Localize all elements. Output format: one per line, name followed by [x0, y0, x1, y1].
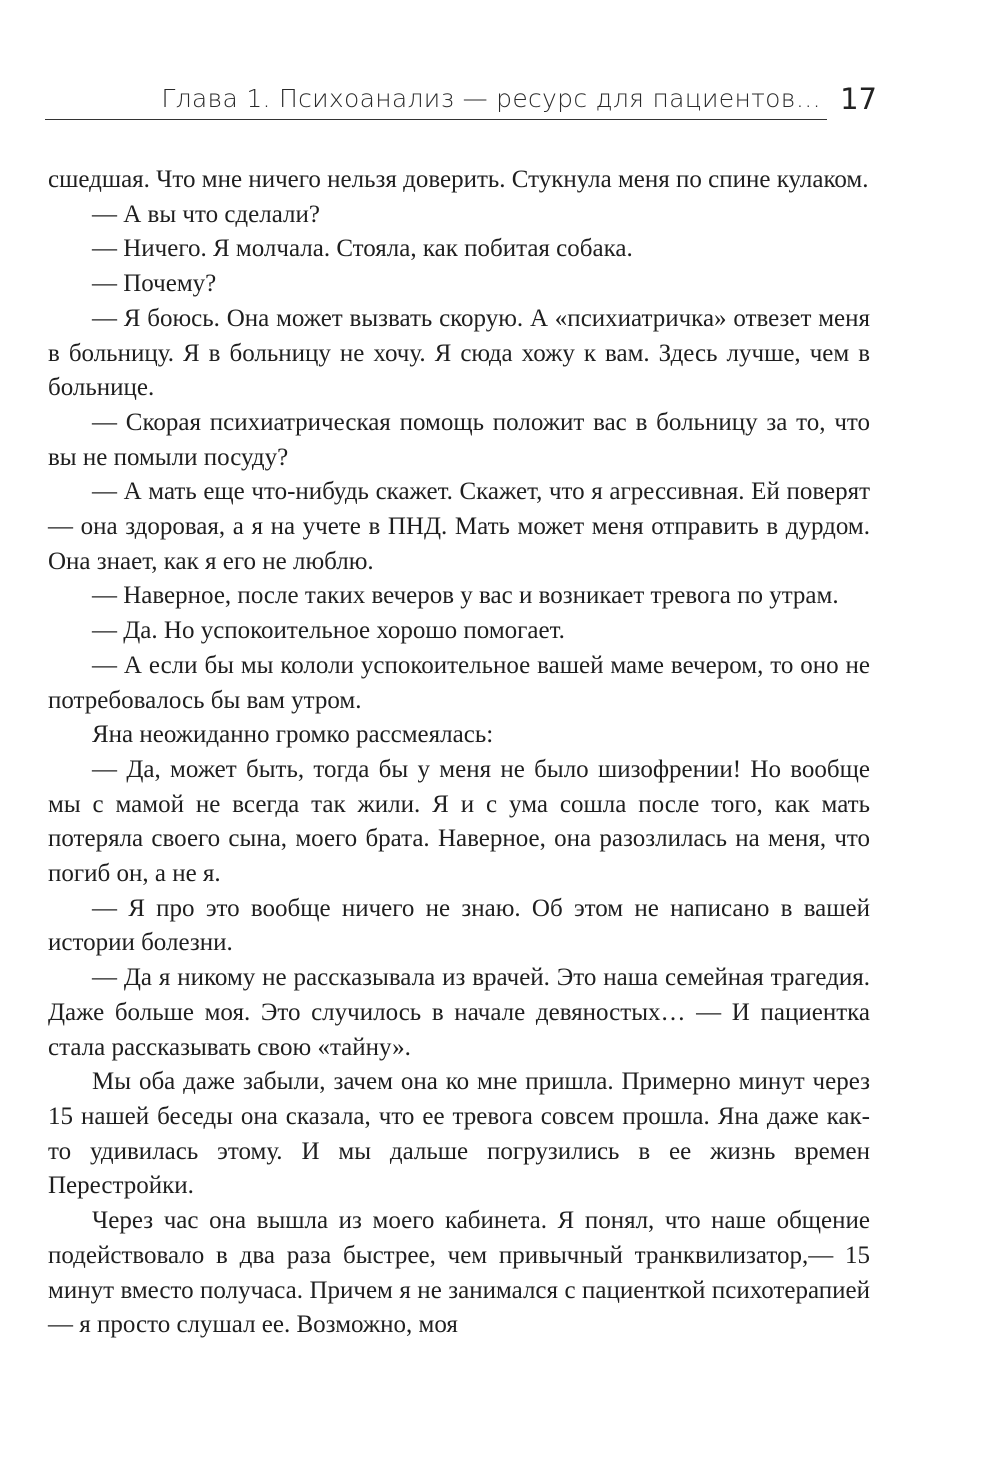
paragraph: сшедшая. Что мне ничего нельзя доверить. Стукнула меня по спине кулаком.: [48, 166, 869, 193]
dialogue-line: — Почему?: [92, 270, 217, 298]
dialogue-line: — Я про это вообще ничего не знаю. Об этом не написано в вашей истории болезни.: [48, 894, 870, 957]
dialogue-line: — Да, может быть, тогда бы у меня не было шизофрении! Но вообще мы с мамой не всегда так жили. Я и с ума сошла после того, как мать потеряла своего сына, моего брата. Наверное, она разозлилась на меня, что погиб он, а не я.: [48, 755, 870, 888]
dialogue-line: — А мать еще что-нибудь скажет. Скажет, что я агрессивная. Ей поверят — она здоровая, а я на учете в ПНД. Мать может меня отправить в дурдом. Она знает, как я его не люблю.: [48, 478, 870, 575]
body-text: [48, 163, 870, 1343]
dialogue-line: — Я боюсь. Она может вызвать скорую. А «психиатричка» отвезет меня в больницу. Я в больницу не хочу. Я сюда хожу к вам. Здесь лучше, чем в больнице.: [48, 304, 870, 402]
dialogue-line: — Да я никому не рассказывала из врачей. Это наша семейная трагедия. Даже больше моя. Это случилось в начале девяностых… — И пациентка стала рассказывать свою «тайну».: [48, 964, 870, 1061]
dialogue-line: — Наверное, после таких вечеров у вас и возникает тревога по утрам.: [92, 582, 839, 610]
paragraph: Через час она вышла из моего кабинета. Я понял, что наше общение подействовало в два раза быстрее, чем привычный транквилизатор,— 15 минут вместо получаса. Причем я не занимался с пациенткой психотерапией — я просто слушал ее. Возможно, моя: [48, 1207, 870, 1339]
running-header: [45, 82, 877, 122]
dialogue-line: — А если бы мы кололи успокоительное вашей маме вечером, то оно не потребовалось бы вам утром.: [48, 651, 870, 714]
header-rule: [45, 119, 827, 120]
paragraph: Мы оба даже забыли, зачем она ко мне пришла. Примерно минут через 15 нашей беседы она сказала, что ее тревога совсем прошла. Яна даже как-то удивилась этому. И мы дальше погрузились в ее жизнь времен Перестройки.: [48, 1068, 870, 1200]
chapter-title: Глава 1. Психоанализ — ресурс для пациентов…: [161, 84, 821, 113]
page-number: 17: [840, 82, 877, 116]
dialogue-line: — А вы что сделали?: [92, 200, 320, 228]
dialogue-line: — Скорая психиатрическая помощь положит вас в больницу за то, что вы не помыли посуду?: [48, 408, 870, 471]
dialogue-line: — Ничего. Я молчала. Стояла, как побитая собака.: [92, 235, 633, 263]
paragraph: Яна неожиданно громко рассмеялась:: [92, 721, 494, 749]
dialogue-line: — Да. Но успокоительное хорошо помогает.: [92, 617, 565, 645]
